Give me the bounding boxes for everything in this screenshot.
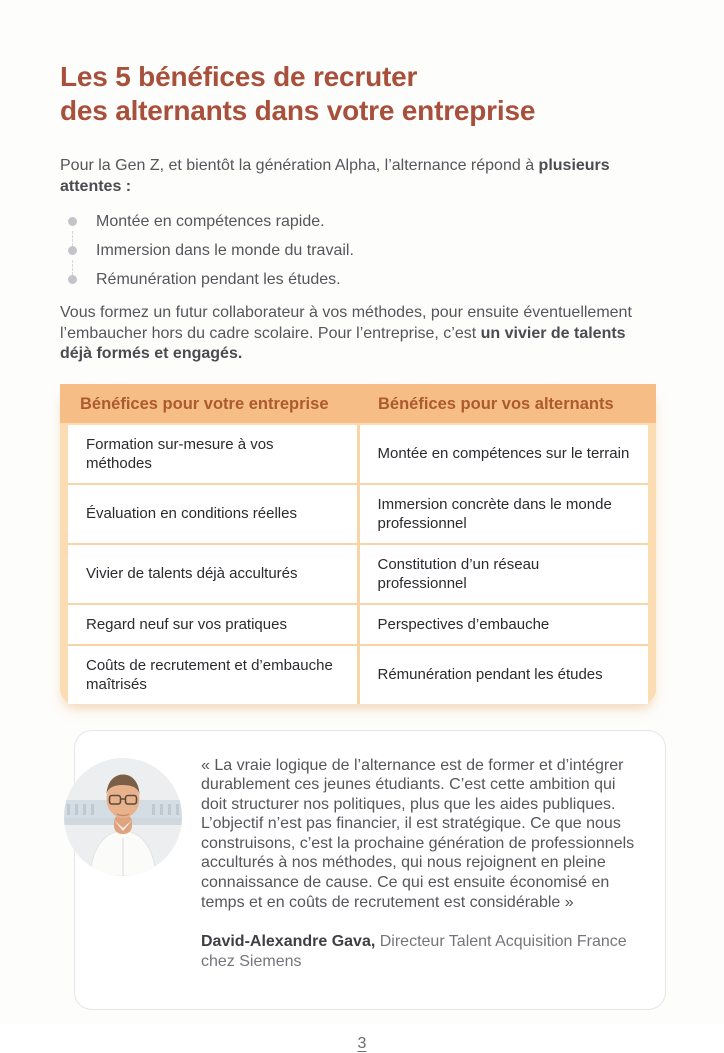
bullet-dot-icon [68, 246, 77, 255]
quote-text: « La vraie logique de l’alternance est de former et d’intégrer durablement ces jeunes étudiants. C’est cette ambition qui doit structurer nos politiques, plus que les aides publiques. L’objectif n’est pas financier, il est stratégique. Ce que nous construisons, c’est la prochaine génération de professionnels acculturés à nos méthodes, qui nous rejoignent en pleine connaissance de cause. Ce qui est ensuite économisé en temps et en coûts de recrutement est considérable » [201, 756, 635, 911]
bullet-dot-icon [68, 275, 77, 284]
intro-text: Pour la Gen Z, et bientôt la génération Alpha, l’alternance répond à [60, 157, 539, 174]
table-cell: Constitution d’un réseau professionnel [360, 545, 649, 603]
quote-author-role: Directeur Talent Acquisition France chez Siemens [201, 933, 627, 970]
table-cell: Évaluation en conditions réelles [68, 485, 357, 543]
column-header-entreprise: Bénéfices pour votre entreprise [80, 394, 329, 413]
intro-paragraph [60, 156, 652, 197]
benefits-table [60, 384, 656, 704]
bullet-dot-icon [68, 217, 77, 226]
table-cell: Perspectives d’embauche [360, 605, 649, 644]
page-title [60, 60, 664, 128]
list-item [60, 269, 664, 290]
expectations-list [60, 211, 664, 290]
table-cell: Immersion concrète dans le monde professionnel [360, 485, 649, 543]
table-cell: Vivier de talents déjà acculturés [68, 545, 357, 603]
author-photo-icon [64, 758, 182, 876]
list-item [60, 240, 664, 261]
page-number-link[interactable]: 3 [357, 1034, 367, 1052]
table-cell: Regard neuf sur vos pratiques [68, 605, 357, 644]
list-item-label: Immersion dans le monde du travail. [96, 242, 354, 259]
list-item [60, 211, 664, 232]
lead-text-bold: un vivier de talents déjà formés et engagés. [60, 324, 626, 362]
page-title-line2: des alternants dans votre entreprise [60, 95, 536, 126]
benefits-table-header [60, 384, 656, 423]
quote-attribution [201, 932, 639, 971]
intro-text-bold: plusieurs attentes : [60, 157, 610, 195]
page-title-line1: Les 5 bénéfices de recruter [60, 61, 418, 92]
column-header-alternants: Bénéfices pour vos alternants [378, 394, 614, 413]
lead-text: Vous formez un futur collaborateur à vos méthodes, pour ensuite éventuellement l’embaucher hors du cadre scolaire. Pour l’entreprise, c’est [60, 304, 632, 342]
table-cell: Formation sur-mesure à vos méthodes [68, 425, 357, 483]
quote-author-name: David-Alexandre Gava, [201, 933, 376, 951]
quote-card [74, 730, 666, 1010]
table-cell: Rémunération pendant les études [360, 646, 649, 704]
page-footer [60, 1035, 664, 1053]
table-cell: Montée en compétences sur le terrain [360, 425, 649, 483]
table-cell: Coûts de recrutement et d’embauche maîtrisés [68, 646, 357, 704]
lead-paragraph [60, 303, 652, 365]
list-item-label: Montée en compétences rapide. [96, 213, 325, 230]
benefits-table-body [68, 425, 648, 704]
list-item-label: Rémunération pendant les études. [96, 271, 341, 288]
